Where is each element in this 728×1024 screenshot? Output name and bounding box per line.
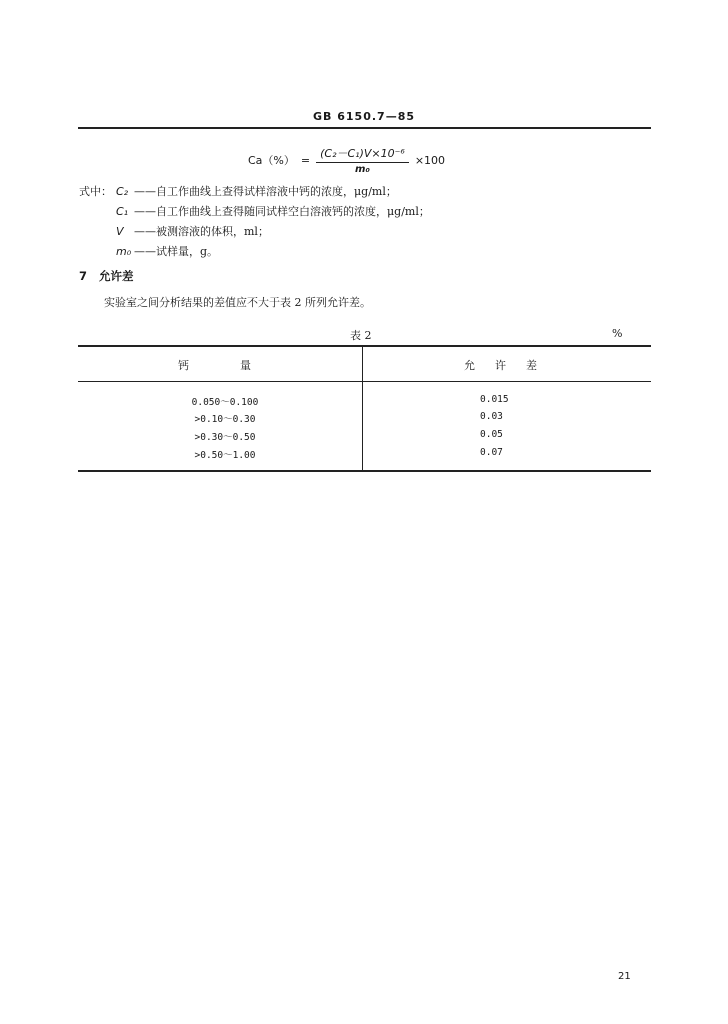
table-cell-range: >0.10～0.30	[194, 414, 256, 425]
table-header-rule	[78, 381, 651, 382]
table-cell-range: >0.30～0.50	[194, 432, 256, 443]
table-cell-tolerance: 0.07	[480, 447, 503, 458]
formula-denominator: m₀	[355, 164, 370, 175]
header-rule	[78, 127, 651, 129]
table-caption: 表 2	[350, 329, 372, 342]
standard-code-header: GB 6150.7—85	[313, 110, 415, 123]
table-bottom-rule	[78, 470, 651, 472]
formula-multiplier: ×100	[414, 153, 446, 167]
definition-text: ——自工作曲线上查得随同试样空白溶液钙的浓度，μg/ml；	[134, 205, 430, 218]
definition-text: ——试样量，g。	[134, 245, 219, 258]
page-number: 21	[618, 971, 631, 982]
definition-row	[79, 202, 430, 222]
formula-lhs: Ca（%）	[248, 154, 295, 167]
definition-text: ——被测溶液的体积，ml；	[134, 225, 269, 238]
definition-symbol: V	[116, 225, 124, 238]
definition-symbol: m₀	[116, 245, 132, 258]
table-column-divider	[362, 347, 363, 470]
table-cell-range: 0.050～0.100	[191, 397, 259, 408]
tolerance-table	[78, 345, 651, 473]
formula-numerator: (C₂－C₁)V×10⁻⁶	[316, 145, 409, 163]
definition-row	[79, 242, 430, 262]
table-cell-range: >0.50～1.00	[194, 450, 256, 461]
section-heading	[79, 268, 134, 284]
table-cell-tolerance: 0.03	[480, 411, 503, 422]
definition-symbol: C₂	[116, 185, 129, 198]
definitions-lead: 式中：	[79, 185, 112, 198]
section-paragraph: 实验室之间分析结果的差值应不大于表 2 所列允许差。	[104, 296, 371, 309]
table-unit: %	[612, 327, 623, 340]
table-header-calcium: 钙 量	[178, 359, 271, 372]
symbol-definitions	[79, 182, 430, 262]
calcium-formula	[248, 145, 445, 175]
section-number: 7	[79, 269, 88, 283]
definition-symbol: C₁	[116, 205, 129, 218]
formula-equals: =	[300, 153, 311, 167]
table-top-rule	[78, 345, 651, 347]
table-cell-tolerance: 0.05	[480, 429, 503, 440]
section-title: 允许差	[99, 269, 134, 283]
definition-row	[79, 222, 430, 242]
formula-fraction	[316, 145, 409, 175]
definition-text: ——自工作曲线上查得试样溶液中钙的浓度，μg/ml；	[134, 185, 397, 198]
definition-row	[79, 182, 430, 202]
table-header-tolerance: 允许差	[464, 359, 557, 372]
table-cell-tolerance: 0.015	[480, 394, 509, 405]
